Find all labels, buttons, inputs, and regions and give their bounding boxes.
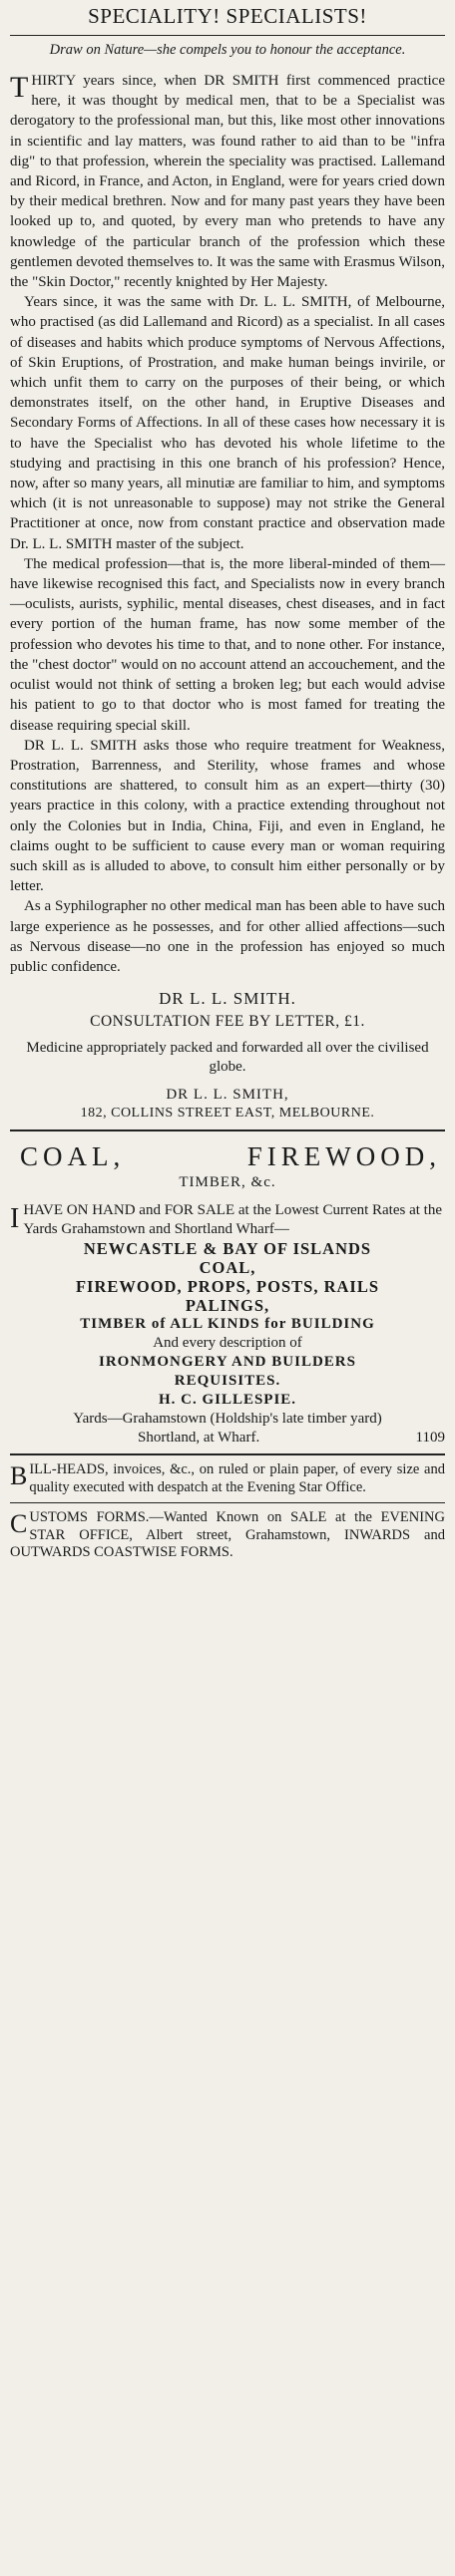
billheads-body: ILL-HEADS, invoices, &c., on ruled or plain paper, of every size and quality executed with despatch at the Evening Star Office. (29, 1461, 445, 1495)
consultation-fee: CONSULTATION FEE BY LETTER, £1. (90, 1013, 365, 1031)
ad-number: 1109 (415, 1430, 445, 1447)
dropcap: C (10, 1509, 28, 1539)
coal-ad-line: TIMBER of ALL KINDS for BUILDING (80, 1316, 375, 1333)
title-word: COAL, (20, 1141, 126, 1172)
specialists-paragraph (10, 292, 445, 554)
medicine-note: Medicine appropriately packed and forwarded all over the civilised globe. (26, 1040, 429, 1076)
coal-ad-title (10, 1141, 445, 1172)
specialists-paragraph (10, 71, 445, 292)
title-word: FIREWOOD, (246, 1141, 441, 1172)
dropcap: I (10, 1203, 20, 1235)
coal-ad-line: H. C. GILLESPIE. (158, 1392, 297, 1409)
coal-ad-foot (10, 1429, 445, 1448)
dropcap: T (10, 71, 29, 104)
coal-ad-line: FIREWOOD, PROPS, POSTS, RAILS (75, 1277, 380, 1297)
address-line: 182, COLLINS STREET EAST, MELBOURNE. (80, 1106, 375, 1122)
dropcap: B (10, 1461, 28, 1491)
coal-ad-line: IRONMONGERY AND BUILDERS (99, 1354, 356, 1371)
coal-ad-line: And every description of (153, 1335, 302, 1352)
coal-ad-line: REQUISITES. (174, 1373, 281, 1390)
customs-ad (10, 1509, 445, 1562)
specialists-paragraph (10, 554, 445, 736)
paragraph-text: The medical profession—that is, the more liberal-minded of them—have likewise recognised this fact, and Specialists now in every branch—oculists, aurists, syphilic, mental diseases, chest diseases, and in fact every portion of the human frame, has now some member of the profession who devotes his time to that, and to none other. For instance, the "chest doctor" would on no account attend an accouchement, and the oculist would not think of setting a broken leg; but each would advise his patient to go to that doctor who is most famed for treating the disease requiring special skill. (10, 555, 445, 734)
coal-ad (10, 1141, 445, 1448)
divider (10, 1453, 445, 1455)
specialists-signature: DR L. L. SMITH. (159, 989, 296, 1009)
coal-ad-subtitle: TIMBER, &c. (179, 1174, 276, 1191)
billheads-text (10, 1461, 445, 1496)
address-name: DR L. L. SMITH, (166, 1087, 289, 1104)
coal-ad-lead (10, 1201, 445, 1239)
specialists-tagline: Draw on Nature—she compels you to honour the acceptance. (49, 42, 406, 58)
coal-ad-line: PALINGS, (185, 1296, 270, 1316)
specialists-paragraph (10, 736, 445, 897)
coal-ad-line: COAL, (199, 1258, 256, 1278)
coal-ad-line: NEWCASTLE & BAY OF ISLANDS (83, 1239, 372, 1259)
divider (10, 1129, 445, 1131)
paragraph-text: Years since, it was the same with Dr. L. L. SMITH, of Melbourne, who practised (as did Lallemand and Ricord) as a specialist. In all cases of diseases and habits which produce symptoms of Nervous Affections, of Skin Eruptions, of Prostration, and make human beings invirile, or which unfit them to carry on the purposes of their being, or which demonstrates itself, on the other hand, in Eruptive Diseases and Secondary Forms of Affections. In all of these cases how necessary it is to have the Specialist who has devoted his whole lifetime to the studying and practising in this one branch of his profession? Hence, now, after so many years, all minutiæ are familiar to him, and symptoms which (it is not unreasonable to suppose) may not strike the General Practitioner at once, now from constant practice and observation made Dr. L. L. SMITH master of the subject. (10, 294, 445, 552)
paragraph-text: HIRTY years since, when DR SMITH first commenced practice here, it was thought by medical men, that to be a Specialist was derogatory to the professional man, but this, like most other innovations in scientific and lay matters, was found rather to aid than to be "infra dig" to that profession, wherein the speciality was practised. Lallemand and Ricord, in France, and Acton, in England, were for years cried down by their medical brethren. Now and for many past years they have been looked up to, and quoted, by every man who pretends to have any knowledge of the particular branch of the profession which these gentlemen devoted themselves to. It was the same with Erasmus Wilson, the "Skin Doctor," recently knighted by Her Majesty. (10, 73, 445, 291)
divider (10, 1502, 445, 1503)
divider (10, 35, 445, 36)
billheads-ad (10, 1461, 445, 1496)
customs-text (10, 1509, 445, 1562)
specialists-ad (10, 4, 445, 1122)
paragraph-text: As a Syphilographer no other medical man has been able to have such large experience as he possesses, and for other allied affections—such as Nervous disease—no one in the profession has enjoyed so much public confidence. (10, 898, 445, 975)
specialists-heading: SPECIALITY! SPECIALISTS! (88, 4, 367, 28)
coal-ad-line: Yards—Grahamstown (Holdship's late timber yard) (73, 1411, 382, 1428)
lead-text: HAVE ON HAND and FOR SALE at the Lowest Current Rates at the Yards Grahamstown and Shortland Wharf— (23, 1202, 442, 1238)
foot-location: Shortland, at Wharf. (138, 1430, 260, 1447)
paragraph-text: DR L. L. SMITH asks those who require treatment for Weakness, Prostration, Barrenness, and Sterility, whose frames and whose constitutions are shattered, to consult him as an expert—thirty (30) years practice in this colony, with a practice extending throughout not only the Colonies but in India, China, Fiji, and even in England, he claims ought to be sufficient to cause every man or woman requiring such skill as is alluded to above, to consult him either personally or by letter. (10, 737, 445, 895)
specialists-paragraph (10, 896, 445, 977)
customs-body: USTOMS FORMS.—Wanted Known on SALE at the EVENING STAR OFFICE, Albert street, Grahamstown, INWARDS and OUTWARDS COASTWISE FORMS. (10, 1509, 445, 1561)
